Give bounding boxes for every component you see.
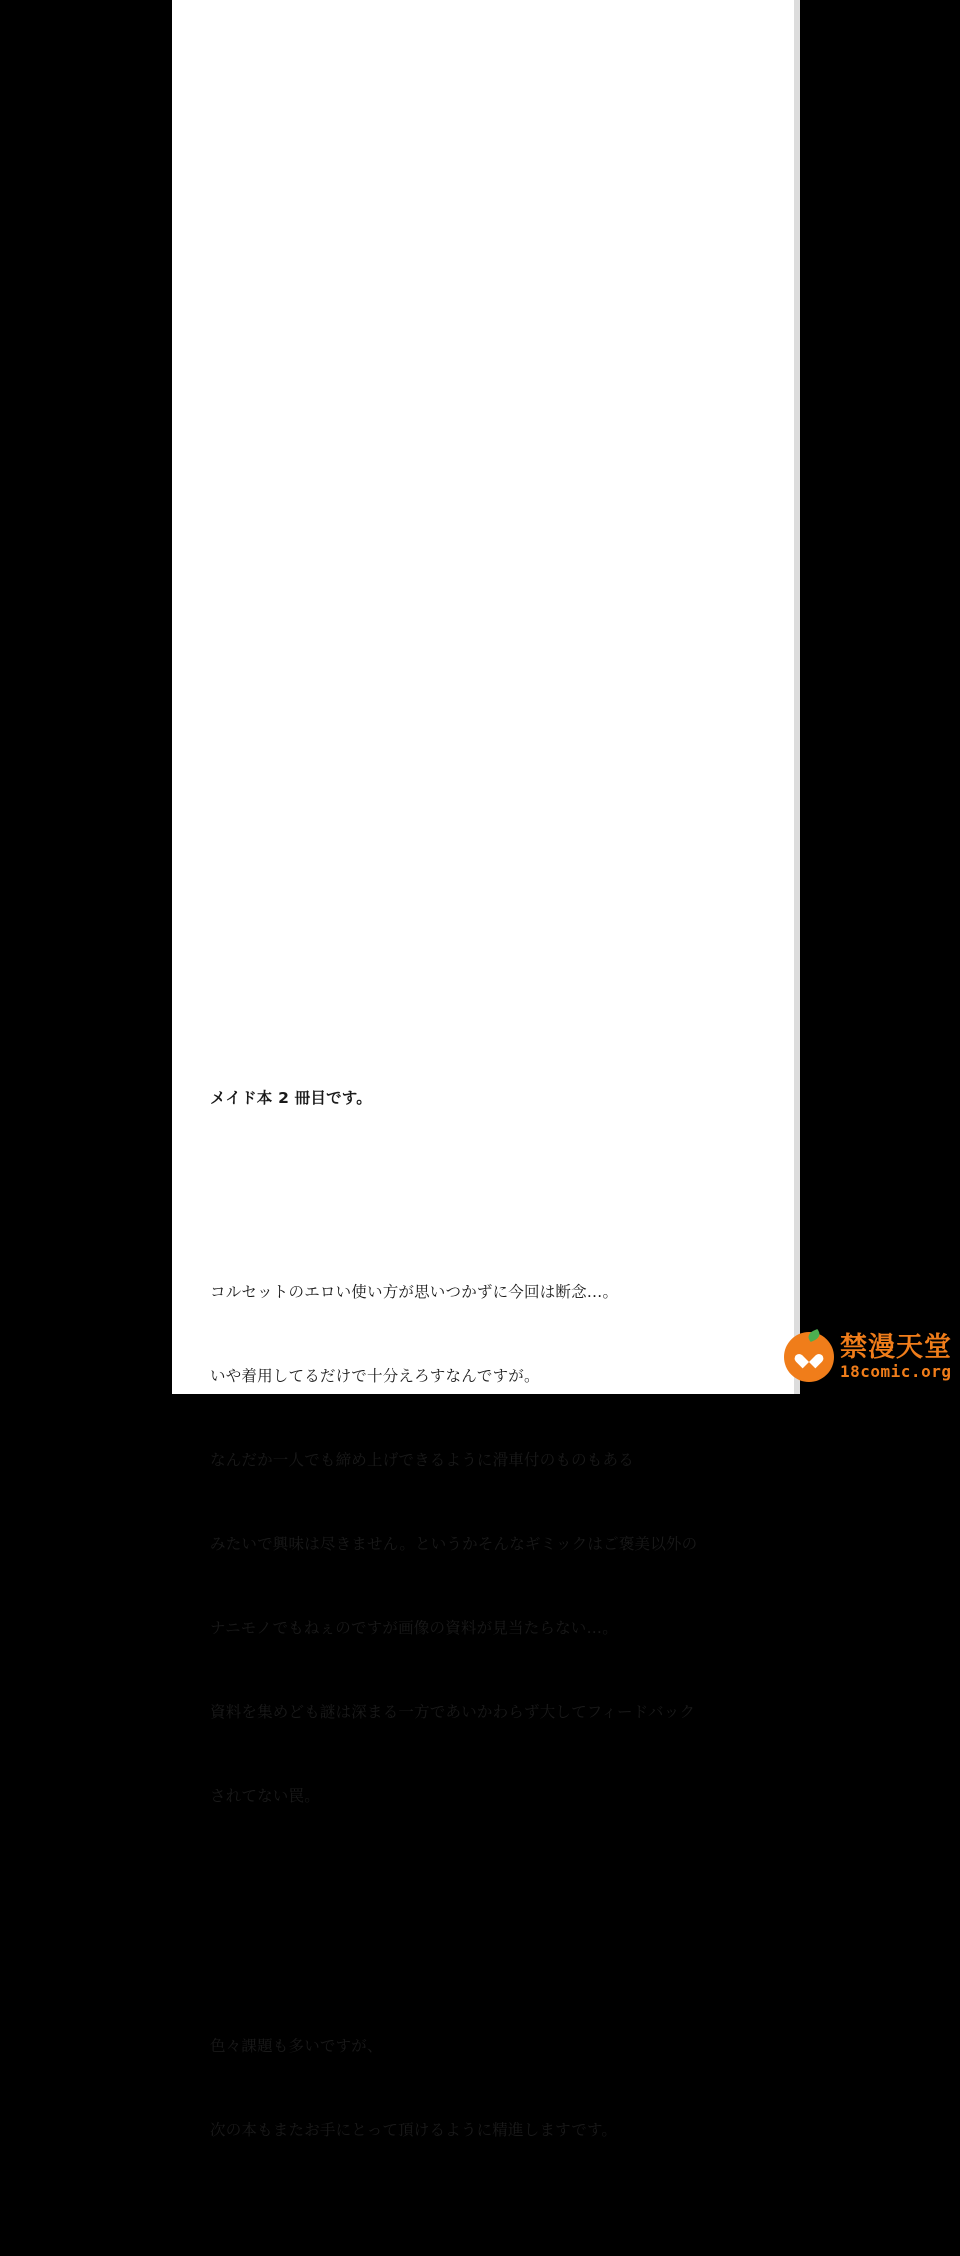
watermark-subtitle: 18comic.org <box>840 1362 952 1381</box>
afterword-body-line: みたいで興味は尽きません。というかそんなギミックはご褒美以外の <box>210 1535 698 1553</box>
afterword-text-block <box>210 1028 780 2256</box>
heart-badge-icon <box>786 1334 832 1380</box>
leaf-icon <box>807 1329 822 1342</box>
afterword-body-line: されてない罠。 <box>210 1787 320 1805</box>
afterword-body <box>210 1222 780 1866</box>
afterword-closing-line: 色々課題も多いですが、 <box>210 2037 383 2055</box>
afterword-body-line: なんだか一人でも締め上げできるように滑車付のものもある <box>210 1451 634 1469</box>
watermark-title: 禁漫天堂 <box>840 1332 952 1363</box>
afterword-body-line: いや着用してるだけで十分えろすなんですが。 <box>210 1367 540 1385</box>
afterword-closing <box>210 1976 780 2200</box>
watermark-text <box>840 1334 952 1380</box>
afterword-body-line: 資料を集めども謎は深まる一方であいかわらず大してフィードバック <box>210 1703 696 1721</box>
site-watermark <box>786 1334 952 1380</box>
afterword-body-line: コルセットのエロい使い方が思いつかずに今回は断念…。 <box>210 1283 619 1301</box>
paper-edge-shadow <box>794 0 800 1394</box>
afterword-headline: メイド本 2 冊目です。 <box>210 1089 372 1107</box>
afterword-closing-line: 次の本もまたお手にとって頂けるように精進しますです。 <box>210 2121 618 2139</box>
afterword-body-line: ナニモノでもねぇのですが画像の資料が見当たらない…。 <box>210 1619 618 1637</box>
heart-icon <box>800 1348 818 1364</box>
